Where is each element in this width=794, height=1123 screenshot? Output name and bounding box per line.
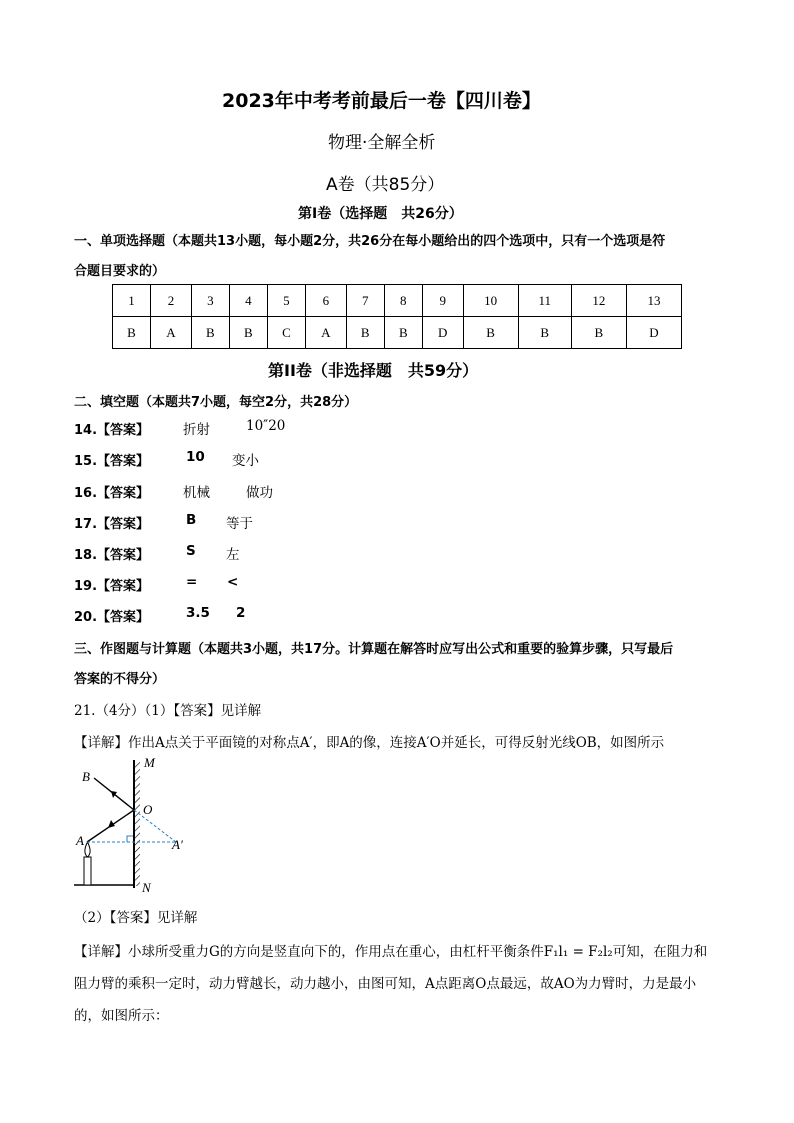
table-cell: 6 [305, 285, 346, 317]
table-cell: 12 [571, 285, 626, 317]
q1-heading-line1: 一、单项选择题（本题共13小题，每小题2分，共26分在每小题给出的四个选项中，只有一个选项是符 [74, 234, 666, 249]
answer-label: 17.【答案】 [74, 517, 150, 532]
table-cell: A [151, 317, 192, 349]
table-cell: C [267, 317, 305, 349]
answer-table-number-row [113, 285, 682, 317]
part1-title: 第I卷（选择题 共26分） [298, 206, 463, 222]
answer-value: 机械 [183, 485, 210, 501]
answer-label: 20.【答案】 [74, 610, 150, 625]
q21-head: 21.（4分）（1）【答案】见详解 [74, 703, 262, 719]
q3-heading-line1: 三、作图题与计算题（本题共3小题，共17分。计算题在解答时应写出公式和重要的验算步骤，只写最后 [74, 642, 674, 657]
answer-value: 做功 [246, 485, 273, 501]
answer-value: 左 [226, 547, 240, 563]
right-angle-mark [127, 836, 133, 842]
table-cell: 13 [626, 285, 681, 317]
label-o: O [143, 802, 153, 817]
label-a: A [76, 833, 84, 848]
table-cell: 2 [151, 285, 192, 317]
q21-detail2-line1: 【详解】小球所受重力G的方向是竖直向下的，作用点在重心，由杠杆平衡条件F₁l₁ = F₂l₂可知，在阻力和 [74, 944, 708, 960]
answer-value: 2 [236, 605, 246, 621]
table-cell: D [422, 317, 463, 349]
answer-label: 18.【答案】 [74, 548, 150, 563]
q3-heading-line2: 答案的不得分） [74, 672, 166, 687]
answer-label: 15.【答案】 [74, 454, 150, 469]
table-cell: 1 [113, 285, 151, 317]
answer-value: B [186, 512, 197, 528]
q21-detail2-line3: 的，如图所示： [74, 1008, 169, 1024]
label-n: N [142, 880, 151, 895]
table-cell: B [191, 317, 229, 349]
q2-heading: 二、填空题（本题共7小题，每空2分，共28分） [74, 395, 358, 410]
q21-part2-head: （2）【答案】见详解 [74, 910, 198, 926]
table-cell: 4 [229, 285, 267, 317]
label-b: B [82, 769, 90, 784]
table-cell: 10 [463, 285, 518, 317]
image-ray-extension [134, 810, 176, 842]
answer-label: 14.【答案】 [74, 423, 150, 438]
answer-value: 折射 [183, 422, 210, 438]
table-cell: B [229, 317, 267, 349]
table-cell: B [518, 317, 571, 349]
label-m: M [144, 755, 155, 770]
candle-body [84, 857, 91, 885]
answer-value: 10 [186, 449, 205, 465]
part2-title: 第II卷（非选择题 共59分） [268, 361, 479, 380]
table-cell: D [626, 317, 681, 349]
answer-value: 10″20 [246, 418, 286, 434]
answer-value: 等于 [226, 516, 253, 532]
answer-label: 16.【答案】 [74, 486, 150, 501]
q21-detail2-line2: 阻力臂的乘积一定时，动力臂越长，动力越小，由图可知，A点距离O点最远，故AO为力臂时，力是最小 [74, 976, 697, 992]
table-cell: B [571, 317, 626, 349]
table-cell: A [305, 317, 346, 349]
answer-value: 变小 [232, 453, 259, 469]
section-a-title: A卷（共85分） [326, 175, 445, 195]
mirror-diagram [72, 752, 202, 897]
answer-table [112, 284, 682, 349]
reflected-arrow [111, 791, 117, 798]
label-a-prime: A′ [172, 837, 183, 852]
table-cell: B [384, 317, 422, 349]
answer-value: = [186, 574, 198, 590]
answer-value: < [227, 574, 239, 590]
table-cell: 8 [384, 285, 422, 317]
table-cell: B [463, 317, 518, 349]
table-cell: 7 [346, 285, 384, 317]
table-cell: 3 [191, 285, 229, 317]
table-cell: B [113, 317, 151, 349]
page-title: 2023年中考考前最后一卷【四川卷】 [222, 90, 541, 112]
answer-table-answer-row [113, 317, 682, 349]
answer-value: 3.5 [186, 605, 210, 621]
table-cell: 9 [422, 285, 463, 317]
candle-flame [85, 842, 90, 857]
answer-value: S [186, 543, 196, 559]
q1-heading-line2: 合题目要求的） [74, 264, 166, 279]
q21-detail1: 【详解】作出A点关于平面镜的对称点A′，即A的像，连接A′O并延长，可得反射光线OB，如图所示 [74, 735, 665, 751]
table-cell: 11 [518, 285, 571, 317]
answer-label: 19.【答案】 [74, 579, 150, 594]
table-cell: 5 [267, 285, 305, 317]
table-cell: B [346, 317, 384, 349]
subtitle: 物理·全解全析 [328, 133, 436, 153]
